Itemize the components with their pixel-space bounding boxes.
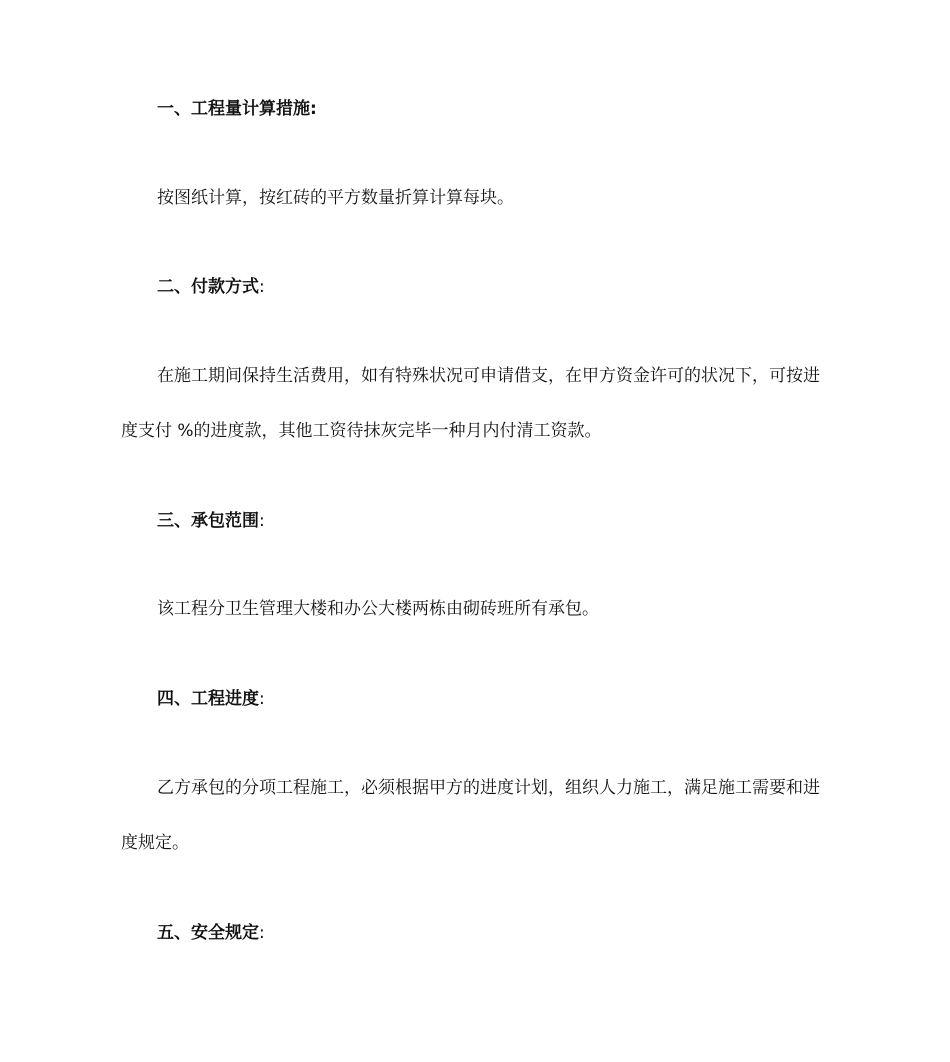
heading-colon: : bbox=[259, 277, 265, 297]
section-body-2: 在施工期间保持生活费用，如有特殊状况可申请借支，在甲方资金许可的状况下，可按进度支付 %的进度款，其他工资待抹灰完毕一种月内付清工资款。 bbox=[121, 366, 820, 441]
section-heading-1 bbox=[121, 82, 833, 137]
heading-text: 三、承包范围 bbox=[157, 511, 259, 531]
heading-colon: : bbox=[259, 511, 265, 531]
section-body-3: 该工程分卫生管理大楼和办公大楼两栋由砌砖班所有承包。 bbox=[157, 599, 599, 619]
heading-text: 二、付款方式 bbox=[157, 277, 259, 297]
section-body-4: 乙方承包的分项工程施工，必须根据甲方的进度计划，组织人力施工，满足施工需要和进度规定。 bbox=[121, 778, 820, 853]
section-heading-4 bbox=[121, 672, 833, 727]
heading-colon: : bbox=[310, 99, 317, 119]
section-heading-2 bbox=[121, 260, 833, 315]
section-heading-3 bbox=[121, 494, 833, 549]
heading-colon: : bbox=[259, 923, 265, 943]
section-body-1: 按图纸计算，按红砖的平方数量折算计算每块。 bbox=[157, 188, 514, 208]
heading-colon: : bbox=[259, 689, 265, 709]
heading-text: 四、工程进度 bbox=[157, 689, 259, 709]
heading-text: 五、安全规定 bbox=[157, 923, 259, 943]
section-heading-5 bbox=[121, 906, 833, 961]
heading-text: 一、工程量计算措施 bbox=[157, 99, 310, 119]
